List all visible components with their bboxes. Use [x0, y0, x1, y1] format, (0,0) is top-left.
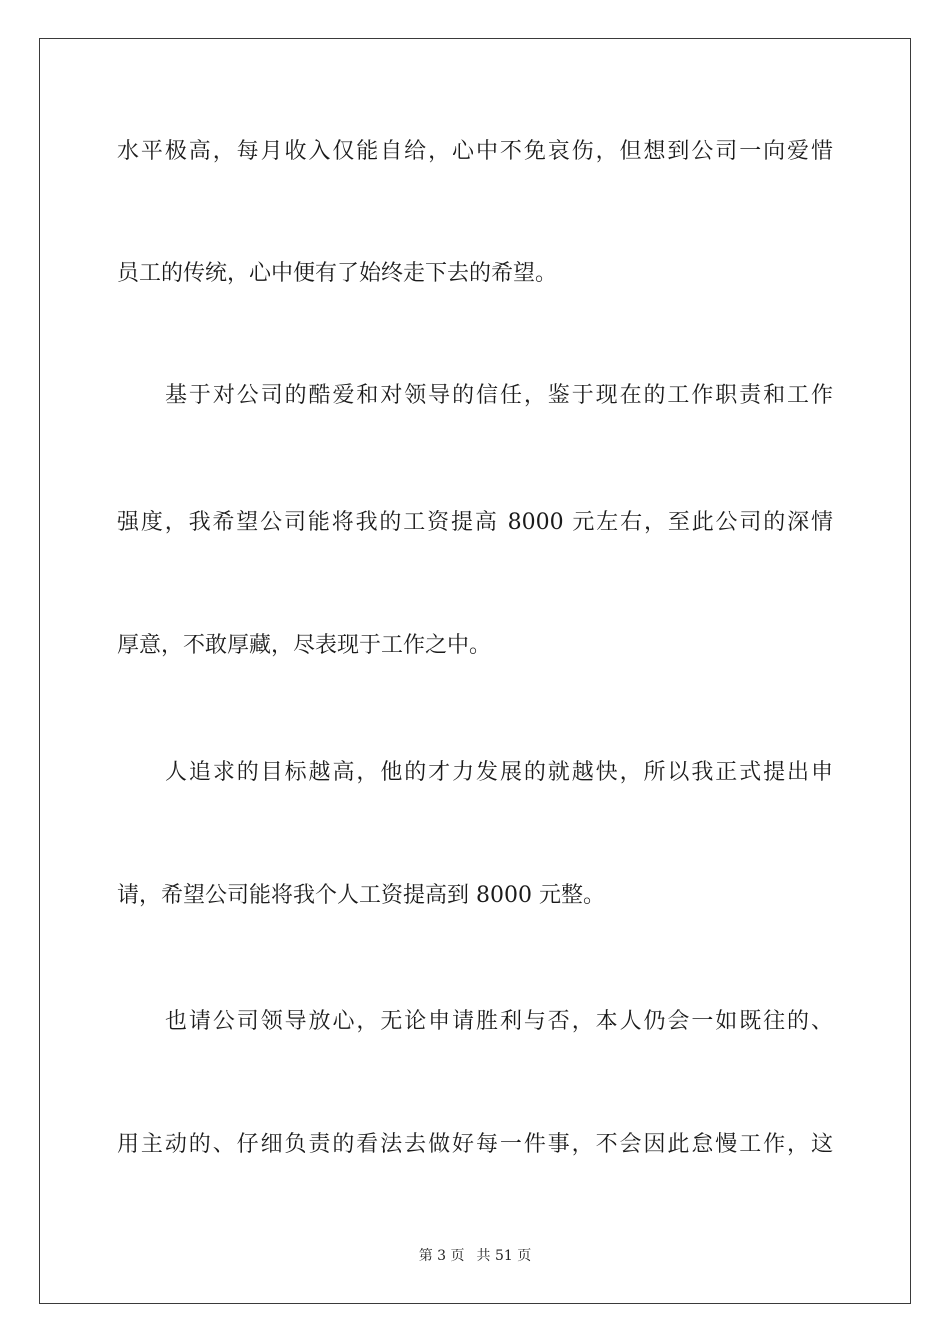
page-frame — [39, 38, 911, 1304]
page-total: 共 51 页 — [476, 1248, 532, 1264]
page-footer — [0, 1247, 950, 1265]
body-line-3: 基于对公司的酷爱和对领导的信任，鉴于现在的工作职责和工作 — [165, 383, 833, 408]
body-line-1: 水平极高，每月收入仅能自给，心中不免哀伤，但想到公司一向爱惜 — [117, 139, 833, 164]
body-line-9: 用主动的、仔细负责的看法去做好每一件事，不会因此怠慢工作，这 — [117, 1132, 833, 1157]
body-line-2: 员工的传统，心中便有了始终走下去的希望。 — [117, 261, 558, 286]
body-line-7: 请，希望公司能将我个人工资提高到 8000 元整。 — [117, 883, 605, 908]
body-line-4: 强度，我希望公司能将我的工资提高 8000 元左右，至此公司的深情 — [117, 510, 833, 535]
page-number: 第 3 页 — [418, 1248, 465, 1264]
body-line-6: 人追求的目标越高，他的才力发展的就越快，所以我正式提出申 — [165, 760, 833, 785]
body-line-5: 厚意，不敢厚藏，尽表现于工作之中。 — [117, 633, 492, 658]
body-line-8: 也请公司领导放心，无论申请胜利与否，本人仍会一如既往的、 — [165, 1009, 833, 1034]
